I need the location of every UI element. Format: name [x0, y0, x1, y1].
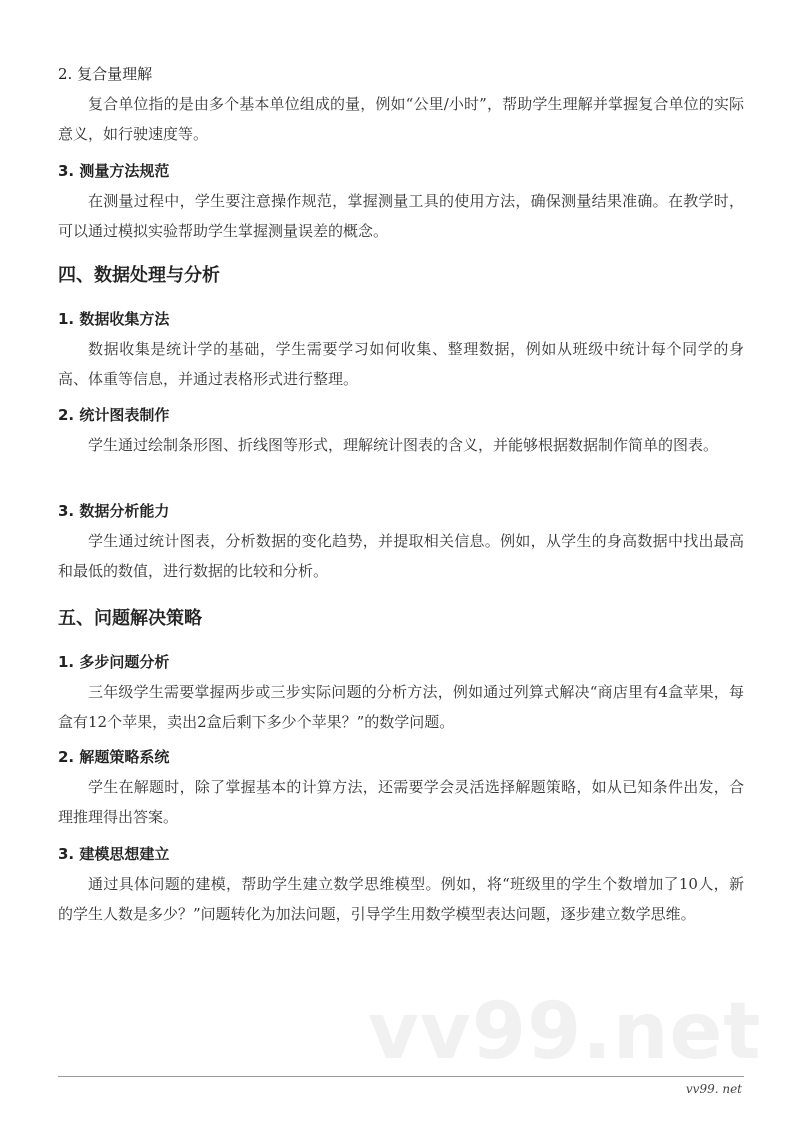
section-heading: 五、问题解决策略	[58, 608, 202, 629]
subsection-title: 1. 数据收集方法	[58, 310, 170, 328]
paragraph: 在测量过程中，学生要注意操作规范，掌握测量工具的使用方法，确保测量结果准确。在教学时，可以通过模拟实验帮助学生掌握测量误差的概念。	[58, 192, 744, 240]
subsection-title: 3. 测量方法规范	[58, 162, 170, 180]
subsection-title: 2. 统计图表制作	[58, 406, 170, 424]
footer-site-label: vv99. net	[685, 1082, 742, 1096]
paragraph: 学生通过统计图表，分析数据的变化趋势，并提取相关信息。例如，从学生的身高数据中找出最高和最低的数值，进行数据的比较和分析。	[58, 532, 744, 580]
subsection-title: 3. 建模思想建立	[58, 845, 170, 863]
paragraph: 数据收集是统计学的基础，学生需要学习如何收集、整理数据，例如从班级中统计每个同学的身高、体重等信息，并通过表格形式进行整理。	[58, 340, 744, 388]
paragraph: 学生通过绘制条形图、折线图等形式，理解统计图表的含义，并能够根据数据制作简单的图表。	[88, 436, 719, 454]
paragraph: 复合单位指的是由多个基本单位组成的量，例如“公里/小时”，帮助学生理解并掌握复合单位的实际意义，如行驶速度等。	[58, 95, 744, 143]
paragraph: 三年级学生需要掌握两步或三步实际问题的分析方法，例如通过列算式解决“商店里有4盒苹果，每盒有12个苹果，卖出2盒后剩下多少个苹果？”的数学问题。	[58, 683, 744, 731]
subsection-title: 1. 多步问题分析	[58, 653, 170, 671]
watermark-logo: vv99.net	[368, 987, 762, 1077]
footer-divider	[58, 1076, 744, 1077]
subsection-title: 2. 解题策略系统	[58, 748, 170, 766]
subsection-title: 2. 复合量理解	[58, 65, 153, 83]
paragraph: 学生在解题时，除了掌握基本的计算方法，还需要学会灵活选择解题策略，如从已知条件出发，合理推理得出答案。	[58, 778, 744, 826]
subsection-title: 3. 数据分析能力	[58, 502, 170, 520]
paragraph: 通过具体问题的建模，帮助学生建立数学思维模型。例如，将“班级里的学生个数增加了10人，新的学生人数是多少？”问题转化为加法问题，引导学生用数学模型表达问题，逐步建立数学思维。	[58, 875, 744, 923]
section-heading: 四、数据处理与分析	[58, 265, 220, 286]
